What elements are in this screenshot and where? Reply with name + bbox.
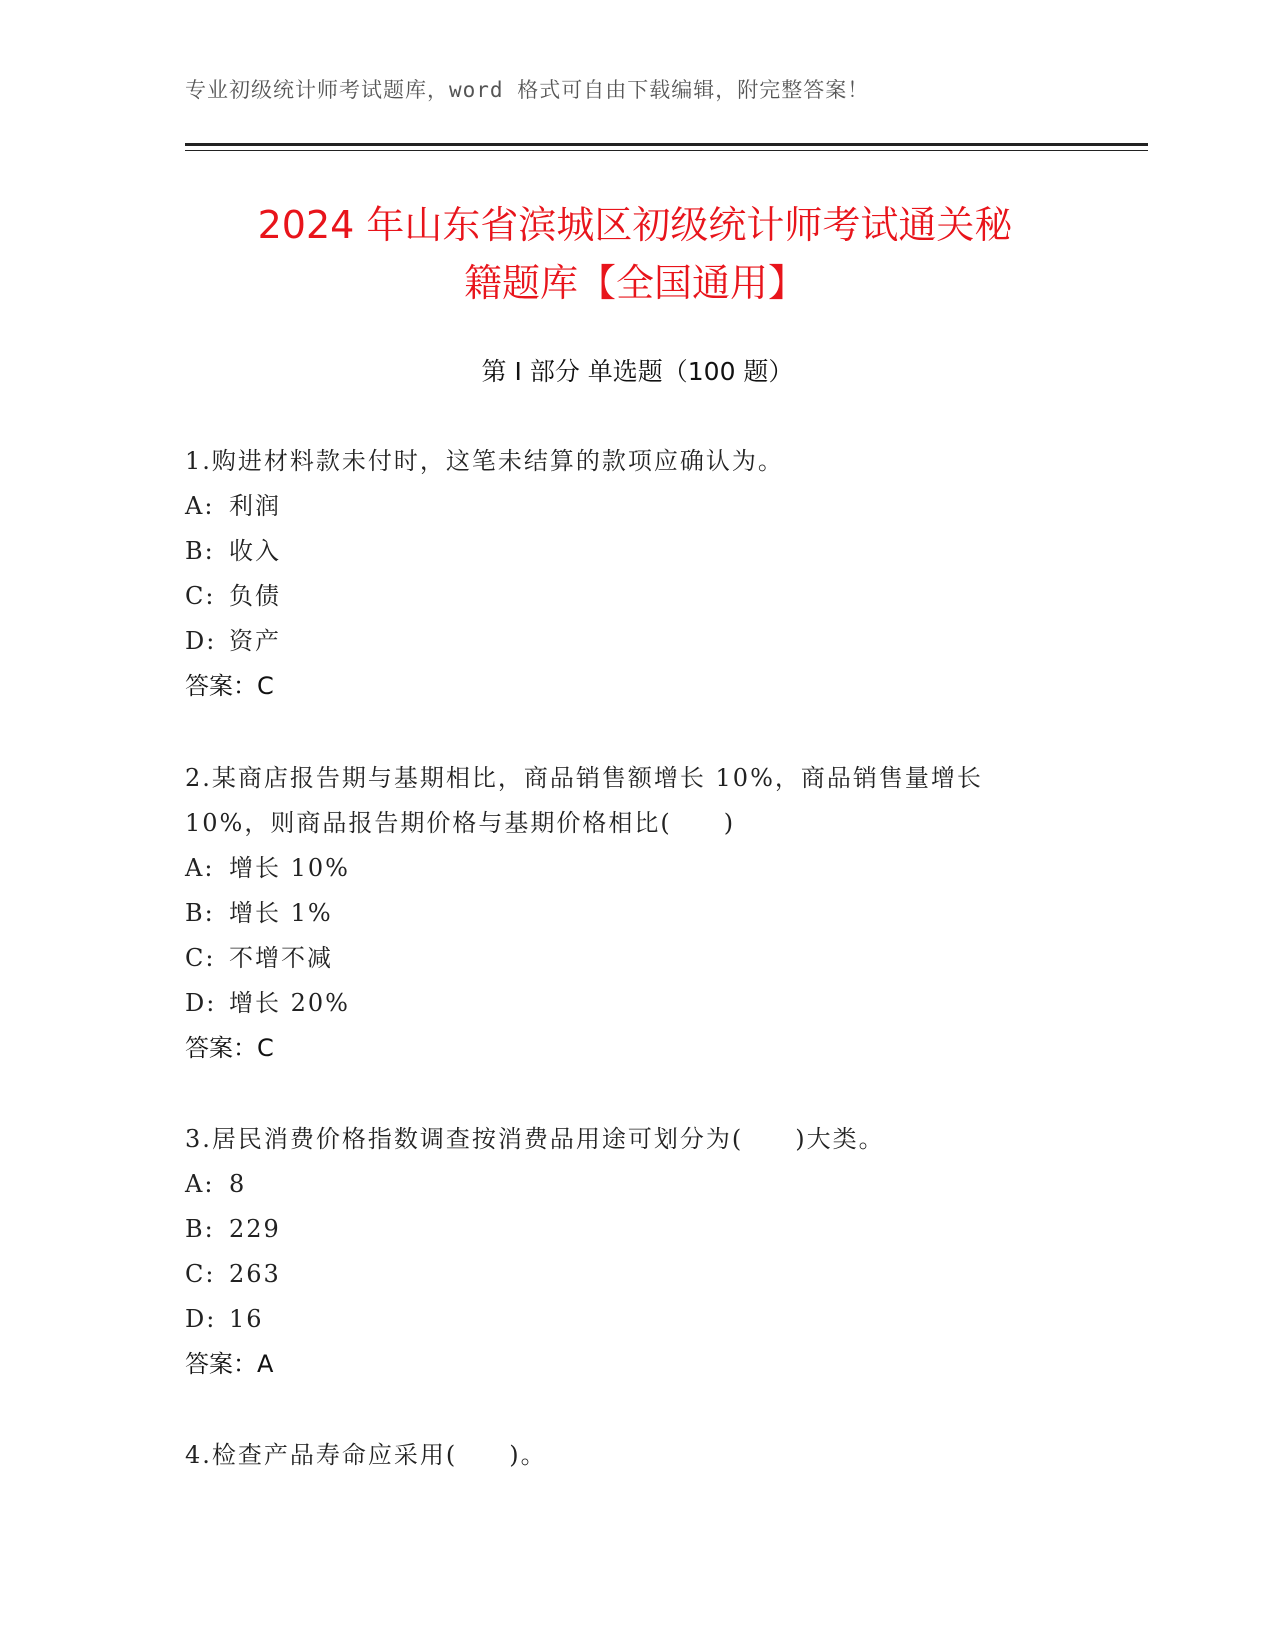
option-text: 增长 1% bbox=[229, 899, 333, 927]
option-text: 收入 bbox=[229, 537, 281, 565]
question-text: 4.检查产品寿命应采用( )。 bbox=[185, 1441, 547, 1469]
option-text: 16 bbox=[229, 1305, 264, 1333]
answer: 答案：C bbox=[185, 672, 274, 700]
option-label: A: bbox=[185, 492, 215, 520]
option-text: 利润 bbox=[229, 492, 281, 520]
question-1 bbox=[185, 439, 1065, 709]
option-text: 不增不减 bbox=[229, 944, 333, 972]
answer: 答案：C bbox=[185, 1034, 274, 1062]
option-a bbox=[185, 1162, 1065, 1207]
option-label: B: bbox=[185, 899, 215, 927]
option-b bbox=[185, 529, 1065, 574]
question-4 bbox=[185, 1433, 1065, 1478]
option-label: B: bbox=[185, 1215, 215, 1243]
question-3 bbox=[185, 1117, 1065, 1387]
option-text: 8 bbox=[229, 1170, 247, 1198]
option-c bbox=[185, 1252, 1065, 1297]
option-label: D: bbox=[185, 1305, 217, 1333]
document-title-line-1: 2024 年山东省滨城区初级统计师考试通关秘 bbox=[257, 203, 1013, 247]
option-text: 增长 20% bbox=[229, 989, 350, 1017]
option-c bbox=[185, 936, 1065, 981]
option-c bbox=[185, 574, 1065, 619]
option-d bbox=[185, 1297, 1065, 1342]
question-text: 1.购进材料款未付时，这笔未结算的款项应确认为。 bbox=[185, 447, 784, 475]
option-text: 增长 10% bbox=[229, 854, 350, 882]
document-title bbox=[150, 196, 1120, 312]
document-title-line-2: 籍题库【全国通用】 bbox=[463, 261, 806, 305]
option-label: D: bbox=[185, 989, 217, 1017]
option-label: C: bbox=[185, 944, 216, 972]
option-a bbox=[185, 846, 1065, 891]
option-d bbox=[185, 981, 1065, 1026]
option-label: D: bbox=[185, 627, 217, 655]
header-divider-thick bbox=[185, 143, 1148, 146]
option-label: B: bbox=[185, 537, 215, 565]
question-text: 2.某商店报告期与基期相比，商品销售额增长 10%，商品销售量增长 10%，则商品报告期价格与基期价格相比( ) bbox=[185, 764, 983, 837]
option-text: 229 bbox=[229, 1215, 281, 1243]
answer: 答案：A bbox=[185, 1350, 274, 1378]
option-d bbox=[185, 619, 1065, 664]
option-a bbox=[185, 484, 1065, 529]
header-note: 专业初级统计师考试题库，word 格式可自由下载编辑，附完整答案！ bbox=[185, 78, 870, 102]
question-2 bbox=[185, 756, 1065, 1071]
option-text: 263 bbox=[229, 1260, 281, 1288]
option-label: C: bbox=[185, 582, 216, 610]
question-text: 3.居民消费价格指数调查按消费品用途可划分为( )大类。 bbox=[185, 1125, 885, 1153]
option-b bbox=[185, 891, 1065, 936]
option-label: A: bbox=[185, 1170, 215, 1198]
option-b bbox=[185, 1207, 1065, 1252]
header-divider-thin bbox=[185, 150, 1148, 151]
option-label: C: bbox=[185, 1260, 216, 1288]
option-label: A: bbox=[185, 854, 215, 882]
option-text: 资产 bbox=[229, 627, 281, 655]
option-text: 负债 bbox=[229, 582, 281, 610]
section-heading: 第 I 部分 单选题（100 题） bbox=[481, 357, 794, 386]
